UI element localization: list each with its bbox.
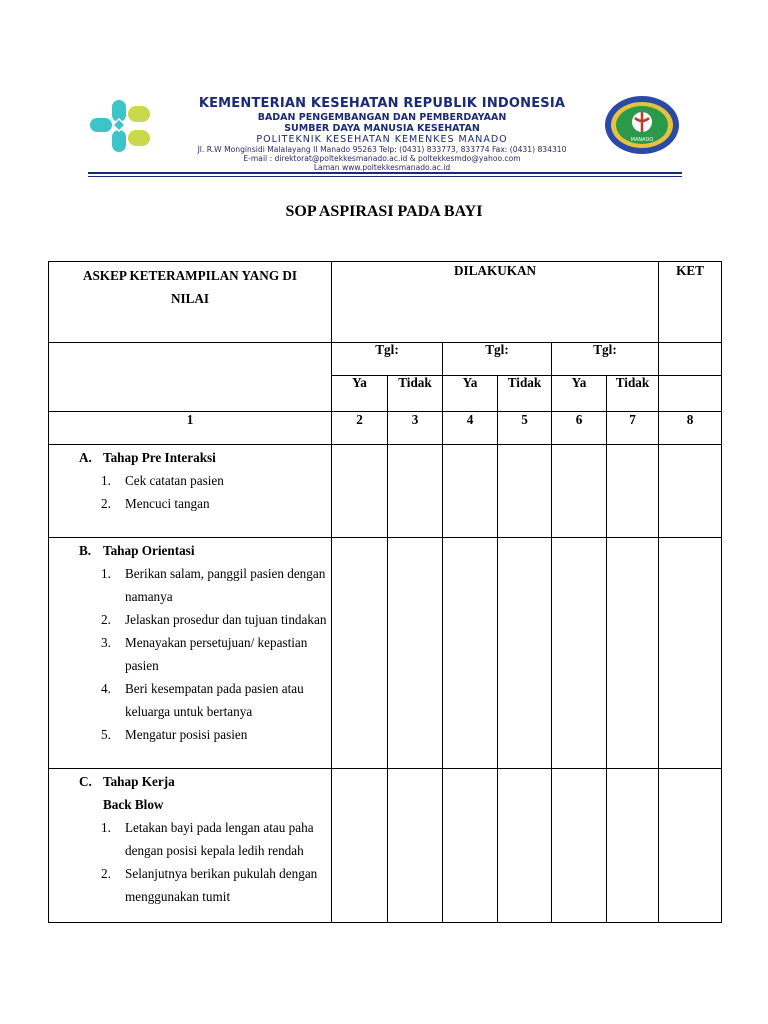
agency-name-line2: SUMBER DAYA MANUSIA KESEHATAN [284, 123, 480, 134]
column-number: 8 [659, 412, 722, 445]
institution-address: Jl. R.W Monginsidi Malalayang II Manado 95263 Telp: (0431) 833773, 833774 Fax: (0431) 834310 [197, 145, 567, 154]
letterhead-text [162, 96, 602, 172]
institution-name: POLITEKNIK KESEHATAN KEMENKES MANADO [256, 134, 508, 145]
header-skill-line2: NILAI [170, 291, 210, 306]
header-skill-line1: ASKEP KETERAMPILAN YANG DI [82, 268, 298, 283]
section-letter: B. [79, 543, 92, 558]
check-cell[interactable] [607, 445, 659, 538]
col-ya-1: Ya [332, 376, 388, 412]
column-number: 3 [388, 412, 443, 445]
column-number: 6 [552, 412, 607, 445]
check-cell[interactable] [498, 445, 552, 538]
column-number-row [49, 412, 722, 445]
section-title: Tahap Orientasi [103, 543, 195, 558]
list-item: 2. Jelaskan prosedur dan tujuan tindakan [101, 612, 327, 627]
list-item: 2. Mencuci tangan [101, 496, 210, 511]
check-cell[interactable] [498, 769, 552, 923]
col-tidak-1: Tidak [388, 376, 443, 412]
list-item: 1. Letakan bayi pada lengan atau paha dengan posisi kepala ledih rendah [101, 820, 314, 858]
header-dilakukan: DILAKUKAN [332, 262, 659, 343]
letterhead [84, 92, 684, 178]
institution-email: E-mail : direktorat@poltekkesmanado.ac.id & poltekkesmdo@yahoo.com [243, 154, 521, 163]
col-tidak-3: Tidak [607, 376, 659, 412]
check-cell[interactable] [388, 538, 443, 769]
section-row-pre-interaksi [49, 445, 722, 538]
section-title: Tahap Kerja [103, 774, 175, 789]
section-row-orientasi [49, 538, 722, 769]
answer-ket-blank [659, 376, 722, 412]
check-cell[interactable] [388, 445, 443, 538]
column-number: 5 [498, 412, 552, 445]
letterhead-rule-thin [88, 176, 682, 177]
col-ya-3: Ya [552, 376, 607, 412]
list-item: 1. Cek catatan pasien [101, 473, 224, 488]
letterhead-rule-thick [88, 172, 682, 174]
list-item: 5. Mengatur posisi pasien [101, 727, 248, 742]
institution-website: Laman www.poltekkesmanado.ac.id [313, 163, 451, 172]
check-cell[interactable] [332, 445, 388, 538]
sop-checklist-table [48, 261, 722, 923]
check-cell[interactable] [332, 538, 388, 769]
column-number: 7 [607, 412, 659, 445]
ket-cell[interactable] [659, 769, 722, 923]
date-row [49, 343, 722, 376]
poltekkes-emblem-icon [602, 94, 682, 156]
check-cell[interactable] [552, 538, 607, 769]
ket-cell[interactable] [659, 538, 722, 769]
section-subtitle: Back Blow [103, 797, 164, 812]
ket-cell[interactable] [659, 445, 722, 538]
col-ya-2: Ya [443, 376, 498, 412]
section-a [49, 445, 332, 538]
date-label-1: Tgl: [332, 343, 443, 376]
date-label-3: Tgl: [552, 343, 659, 376]
list-item: 4. Beri kesempatan pada pasien atau keluarga untuk bertanya [101, 681, 304, 719]
kemenkes-logo-icon [84, 96, 164, 156]
section-row-kerja [49, 769, 722, 923]
ministry-name: KEMENTERIAN KESEHATAN REPUBLIK INDONESIA [198, 96, 566, 111]
list-item: 1. Berikan salam, panggil pasien dengan namanya [101, 566, 326, 604]
list-item: 2. Selanjutnya berikan pukulah dengan menggunakan tumit [101, 866, 318, 904]
check-cell[interactable] [607, 769, 659, 923]
check-cell[interactable] [607, 538, 659, 769]
section-title: Tahap Pre Interaksi [103, 450, 216, 465]
check-cell[interactable] [443, 538, 498, 769]
section-b [49, 538, 332, 769]
check-cell[interactable] [332, 769, 388, 923]
check-cell[interactable] [498, 538, 552, 769]
check-cell[interactable] [552, 445, 607, 538]
col-tidak-2: Tidak [498, 376, 552, 412]
emblem-label: MANADO [630, 137, 654, 143]
column-number: 2 [332, 412, 388, 445]
check-cell[interactable] [443, 445, 498, 538]
document-title: SOP ASPIRASI PADA BAYI [285, 203, 483, 220]
check-cell[interactable] [552, 769, 607, 923]
header-row [49, 262, 722, 343]
date-row-blank [49, 343, 332, 412]
column-number: 4 [443, 412, 498, 445]
section-letter: C. [79, 774, 92, 789]
header-ket: KET [659, 262, 722, 343]
agency-name-line1: BADAN PENGEMBANGAN DAN PEMBERDAYAAN [257, 112, 507, 123]
date-label-2: Tgl: [443, 343, 552, 376]
list-item: 3. Menayakan persetujuan/ kepastian pasien [101, 635, 308, 673]
column-number: 1 [49, 412, 332, 445]
section-c [49, 769, 332, 923]
date-ket-blank [659, 343, 722, 376]
section-letter: A. [79, 450, 92, 465]
check-cell[interactable] [388, 769, 443, 923]
header-skill-cell [49, 262, 332, 343]
check-cell[interactable] [443, 769, 498, 923]
